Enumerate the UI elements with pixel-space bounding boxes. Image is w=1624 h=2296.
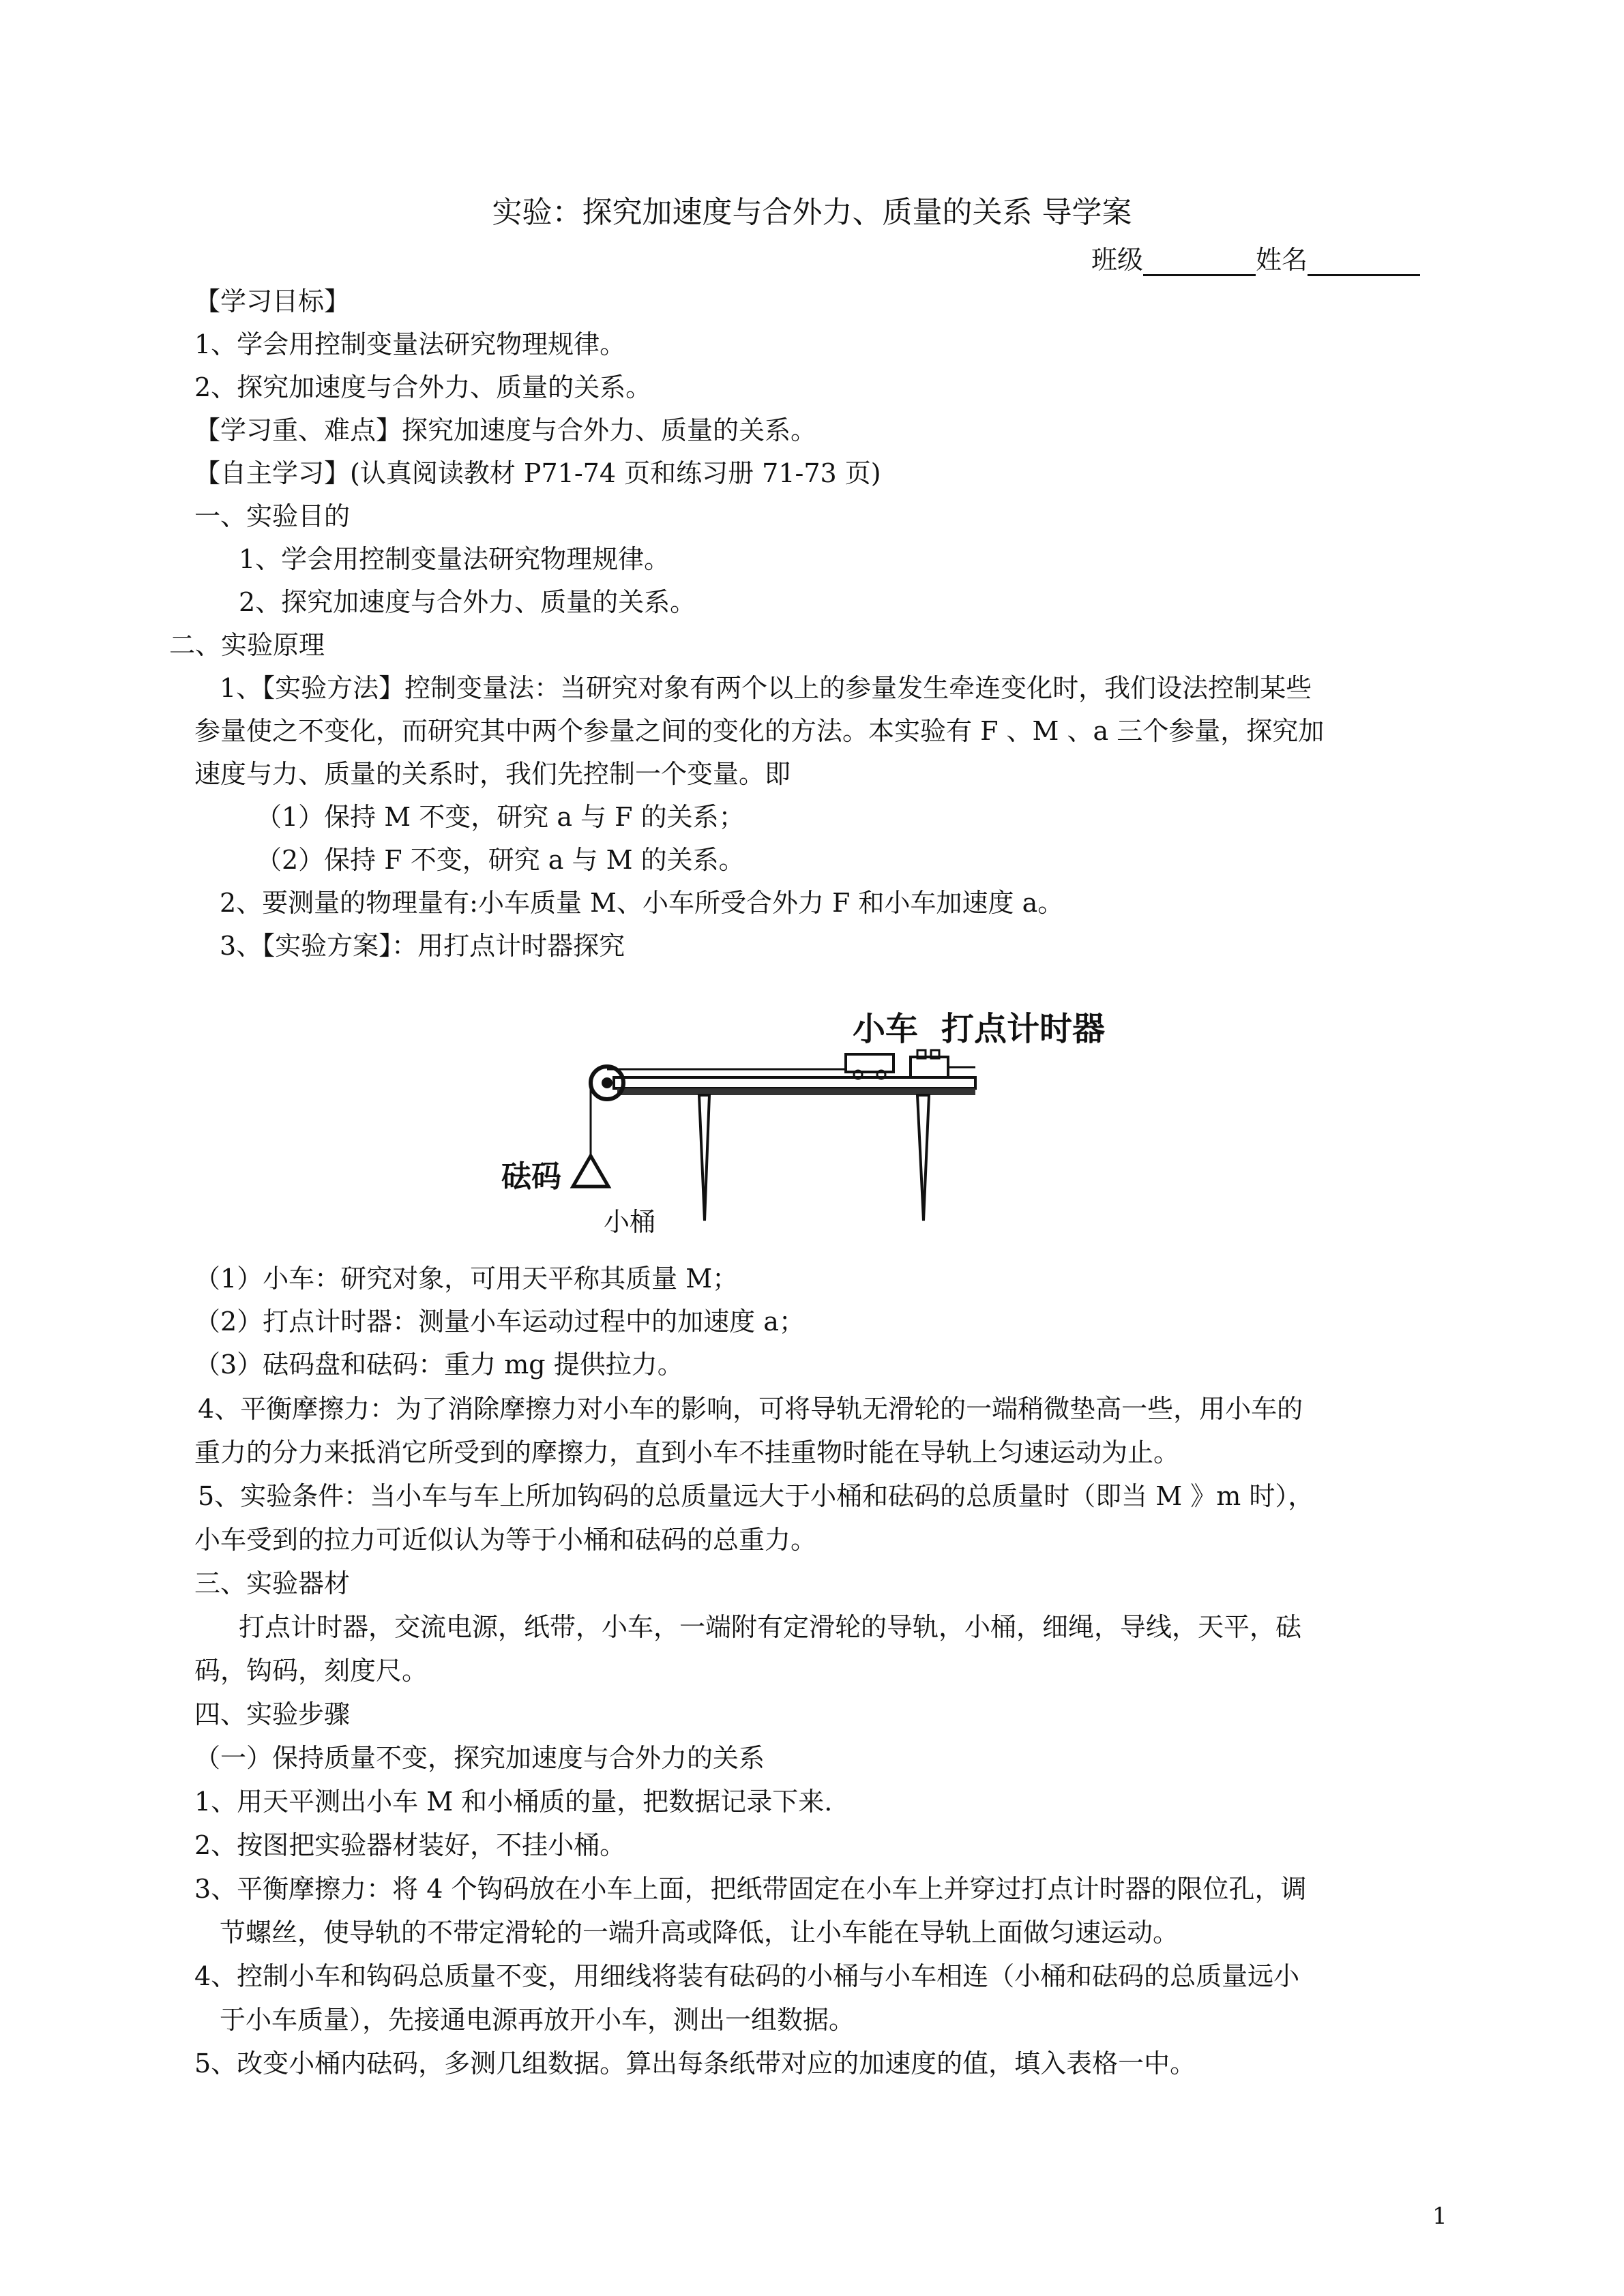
text-line: 于小车质量），先接通电源再放开小车，测出一组数据。 xyxy=(220,2005,855,2035)
page-title: 实验：探究加速度与合外力、质量的关系 导学案 xyxy=(492,195,1132,230)
text-line: （1）保持 M 不变，研究 a 与 F 的关系； xyxy=(256,802,745,832)
car-label: 小车 xyxy=(853,1010,919,1048)
timer xyxy=(911,1057,948,1077)
text-line: 打点计时器，交流电源，纸带，小车，一端附有定滑轮的导轨，小桶，细绳，导线，天平，砝 xyxy=(239,1612,1302,1642)
text-line: （2）保持 F 不变，研究 a 与 M 的关系。 xyxy=(256,845,745,875)
text-line: 码，钩码，刻度尺。 xyxy=(194,1656,428,1686)
text-line: 参量使之不变化，而研究其中两个参量之间的变化的方法。本实验有 F 、M 、a 三个参量，探究加 xyxy=(194,716,1325,746)
text-line: （3）砝码盘和砝码：重力 mg 提供拉力。 xyxy=(194,1350,683,1380)
text-line: 2、探究加速度与合外力、质量的关系。 xyxy=(194,372,652,402)
table-leg-left xyxy=(699,1095,709,1221)
text-line: （1）小车：研究对象，可用天平称其质量 M； xyxy=(194,1264,739,1294)
weight-pan xyxy=(573,1156,608,1187)
class-blank xyxy=(1143,250,1256,276)
name-label: 姓名 xyxy=(1256,245,1308,275)
text-line: 【学习目标】 xyxy=(194,286,351,316)
text-line: 1、【实验方法】控制变量法：当研究对象有两个以上的参量发生牵连变化时，我们设法控制某些 xyxy=(220,673,1312,703)
weight-label: 砝码 xyxy=(501,1159,561,1194)
text-line: 速度与力、质量的关系时，我们先控制一个变量。即 xyxy=(194,759,791,789)
text-line: 二、实验原理 xyxy=(169,630,325,660)
text-line: 节螺丝，使导轨的不带定滑轮的一端升高或降低，让小车能在导轨上面做匀速运动。 xyxy=(220,1918,1179,1948)
text-line: 3、【实验方案】：用打点计时器探究 xyxy=(220,931,625,961)
text-line: 重力的分力来抵消它所受到的摩擦力，直到小车不挂重物时能在导轨上匀速运动为止。 xyxy=(194,1437,1180,1467)
text-line: 三、实验器材 xyxy=(194,1568,351,1598)
text-line: 4、平衡摩擦力：为了消除摩擦力对小车的影响，可将导轨无滑轮的一端稍微垫高一些，用小车的 xyxy=(198,1394,1303,1424)
page-number: 1 xyxy=(1432,2203,1447,2230)
text-line: 1、学会用控制变量法研究物理规律。 xyxy=(239,544,670,574)
apparatus-diagram xyxy=(491,1002,1146,1255)
bucket-label: 小桶 xyxy=(604,1207,656,1237)
table-leg-right xyxy=(917,1095,929,1221)
text-line: 2、探究加速度与合外力、质量的关系。 xyxy=(239,587,696,617)
text-line: 1、学会用控制变量法研究物理规律。 xyxy=(194,329,626,359)
class-name-row xyxy=(1091,243,1420,276)
text-line: 3、平衡摩擦力：将 4 个钩码放在小车上面，把纸带固定在小车上并穿过打点计时器的限位孔，调 xyxy=(194,1874,1307,1904)
text-line: 小车受到的拉力可近似认为等于小桶和砝码的总重力。 xyxy=(194,1525,817,1555)
text-line: 四、实验步骤 xyxy=(194,1699,351,1729)
name-blank xyxy=(1308,250,1420,276)
text-line: 2、要测量的物理量有:小车质量 M、小车所受合外力 F 和小车加速度 a。 xyxy=(220,888,1064,918)
text-line: （一）保持质量不变，探究加速度与合外力的关系 xyxy=(194,1743,765,1773)
text-line: 5、实验条件：当小车与车上所加钩码的总质量远大于小桶和砝码的总质量时（即当 M 》m 时）， xyxy=(198,1481,1314,1511)
text-line: 【学习重、难点】探究加速度与合外力、质量的关系。 xyxy=(194,415,817,445)
text-line: 5、改变小桶内砝码，多测几组数据。算出每条纸带对应的加速度的值，填入表格一中。 xyxy=(194,2048,1196,2078)
track xyxy=(614,1077,975,1088)
pulley-hub xyxy=(602,1077,612,1088)
text-line: 2、按图把实验器材装好，不挂小桶。 xyxy=(194,1830,626,1860)
class-label: 班级 xyxy=(1091,245,1144,275)
text-line: （2）打点计时器：测量小车运动过程中的加速度 a； xyxy=(194,1307,805,1337)
text-line: 一、实验目的 xyxy=(194,501,351,531)
text-line: 1、用天平测出小车 M 和小桶质的量，把数据记录下来. xyxy=(194,1787,833,1817)
text-line: 4、控制小车和钩码总质量不变，用细线将装有砝码的小桶与小车相连（小桶和砝码的总质量远小 xyxy=(194,1961,1300,1991)
car xyxy=(846,1054,894,1072)
text-line: 【自主学习】(认真阅读教材 P71-74 页和练习册 71-73 页) xyxy=(194,458,881,488)
timer-label: 打点计时器 xyxy=(941,1010,1106,1048)
